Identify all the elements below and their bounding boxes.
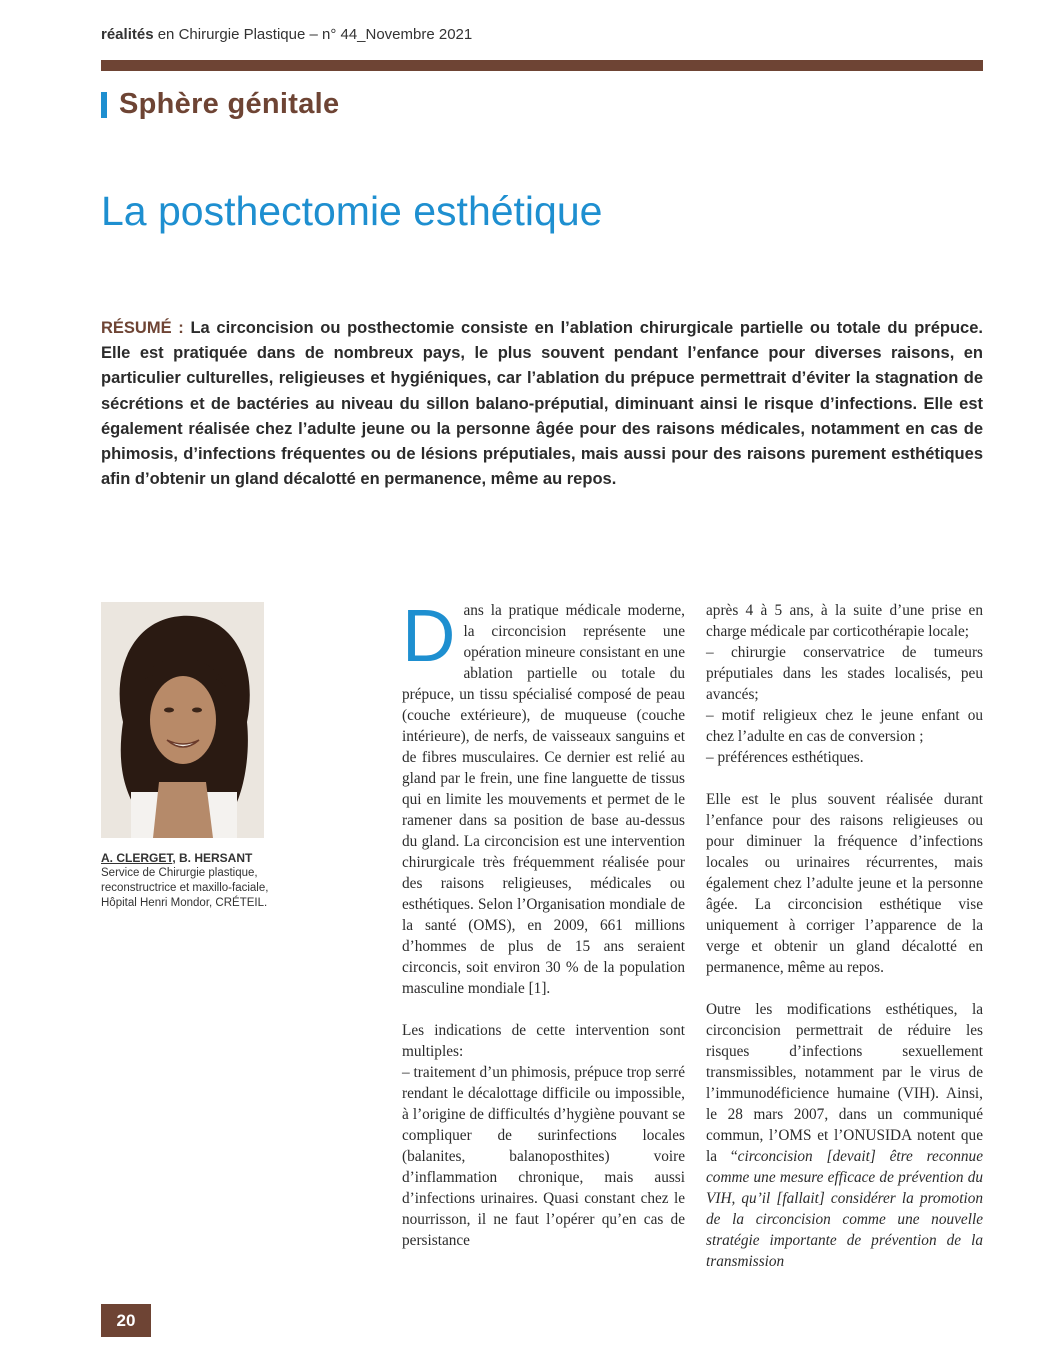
column-2-list xyxy=(706,600,983,768)
author-block xyxy=(101,851,301,911)
section-heading xyxy=(101,88,339,121)
author-photo xyxy=(101,602,264,838)
body-column-1 xyxy=(402,594,685,1251)
abstract-label: RÉSUMÉ : xyxy=(101,319,184,337)
body-paragraph-4-text: Outre les modifications esthétiques, la circoncision permettrait de réduire les risques d’infections sexuellement transmissibles, notamment par le virus de l’immunodéficience humaine (VIH). Ainsi, le 28 mars 2007, dans un communiqué commun, l’OMS et l’ONUSIDA notent que la “ xyxy=(706,1001,983,1165)
section-title: Sphère génitale xyxy=(119,88,340,120)
section-marker xyxy=(101,92,107,118)
author-portrait-illustration xyxy=(101,602,264,838)
indication-continued: après 4 à 5 ans, à la suite d’une prise en charge médicale par corticothérapie locale; xyxy=(706,602,983,640)
indication-item: – motif religieux chez le jeune enfant ou chez l’adulte en cas de conversion ; xyxy=(706,707,983,745)
body-paragraph-4 xyxy=(706,999,983,1272)
indication-item: – chirurgie conservatrice de tumeurs préputiales dans les stades localisés, peu avancés; xyxy=(706,644,983,703)
page-number: 20 xyxy=(101,1304,151,1337)
indication-item-phimosis: – traitement d’un phimosis, prépuce trop serré rendant le décalottage difficile ou impossible, à l’origine de difficultés d’hygiène pouvant se compliquer de surinfections locales (balanites, balanoposthites) voire d’inflammation chronique, mais aussi d’infections urinaires. Quasi constant chez le nourrisson, il ne faut l’opérer qu’en cas de persistance xyxy=(402,1064,685,1249)
body-paragraph-2 xyxy=(402,1020,685,1251)
article-title: La posthectomie esthétique xyxy=(101,188,603,234)
author-first: A. CLERGET xyxy=(101,851,173,865)
body-column-2 xyxy=(706,600,983,1272)
header-rule xyxy=(101,60,983,71)
body-paragraph-1-text: ans la pratique médicale moderne, la circoncision représente une opération mineure consistant en une ablation partielle ou totale du prépuce, un tissu spécialisé composé de peau (couche extérieure), de muqueuse (couche intérieure), de nerfs, de vaisseaux sanguins et de fibres musculaires. Ce dernier est relié au gland par le frein, une fine languette de tissus qui en limite les mouvements et permet de le ramener dans sa position de base au-dessus du gland. La circoncision est une intervention chirurgicale très fréquemment réalisée pour des raisons religieuses, médicales ou esthétiques. Selon l’Organisation mondiale de la santé (OMS), en 2009, 661 millions d’hommes de plus de 15 ans seraient circoncis, soit environ 30 % de la population masculine mondiale [1]. xyxy=(402,602,685,997)
author-names xyxy=(101,851,301,866)
body-paragraph-3: Elle est le plus souvent réalisée durant l’enfance pour des raisons religieuses ou pour diminuer la fréquence d’infections locales ou urinaires récurrentes, mais également chez l’adulte jeune et la personne âgée. La circoncision esthétique vise uniquement à corriger l’apparence de la verge et obtenir un gland décalotté en permanence, même au repos. xyxy=(706,791,983,976)
author-affiliation: Service de Chirurgie plastique, reconstructrice et maxillo-faciale, Hôpital Henri Mondor, CRÉTEIL. xyxy=(101,867,269,909)
journal-issue: en Chirurgie Plastique – n° 44_Novembre 2021 xyxy=(153,26,473,43)
body-paragraph-1 xyxy=(402,594,685,999)
abstract xyxy=(101,316,983,492)
indication-item: – préférences esthétiques. xyxy=(706,749,864,766)
quote-italic: circoncision [devait] être reconnue comme une mesure efficace de prévention du VIH, qu’il [fallait] considérer la promotion de la circoncision comme une nouvelle stratégie importante de prévention de la transmission xyxy=(706,1148,983,1270)
abstract-text: La circoncision ou posthectomie consiste en l’ablation chirurgicale partielle ou totale du prépuce. Elle est pratiquée dans de nombreux pays, le plus souvent pendant l’enfance pour diverses raisons, en particulier culturelles, religieuses et hygiéniques, car l’ablation du prépuce permettrait d’éviter la stagnation de sécrétions et de bactéries au niveau du sillon balano-préputial, diminuant ainsi le risque d’infections. Elle est également réalisée chez l’adulte jeune ou la personne âgée pour des raisons médicales, notamment en cas de phimosis, d’infections fréquentes ou de lésions préputiales, mais aussi pour des raisons purement esthétiques afin d’obtenir un gland décalotté en permanence, même au repos. xyxy=(101,319,983,489)
drop-cap: D xyxy=(402,594,456,677)
indications-intro: Les indications de cette intervention sont multiples: xyxy=(402,1022,685,1060)
author-rest: , B. HERSANT xyxy=(172,851,253,865)
journal-name: réalités xyxy=(101,26,154,43)
journal-header xyxy=(101,26,472,43)
